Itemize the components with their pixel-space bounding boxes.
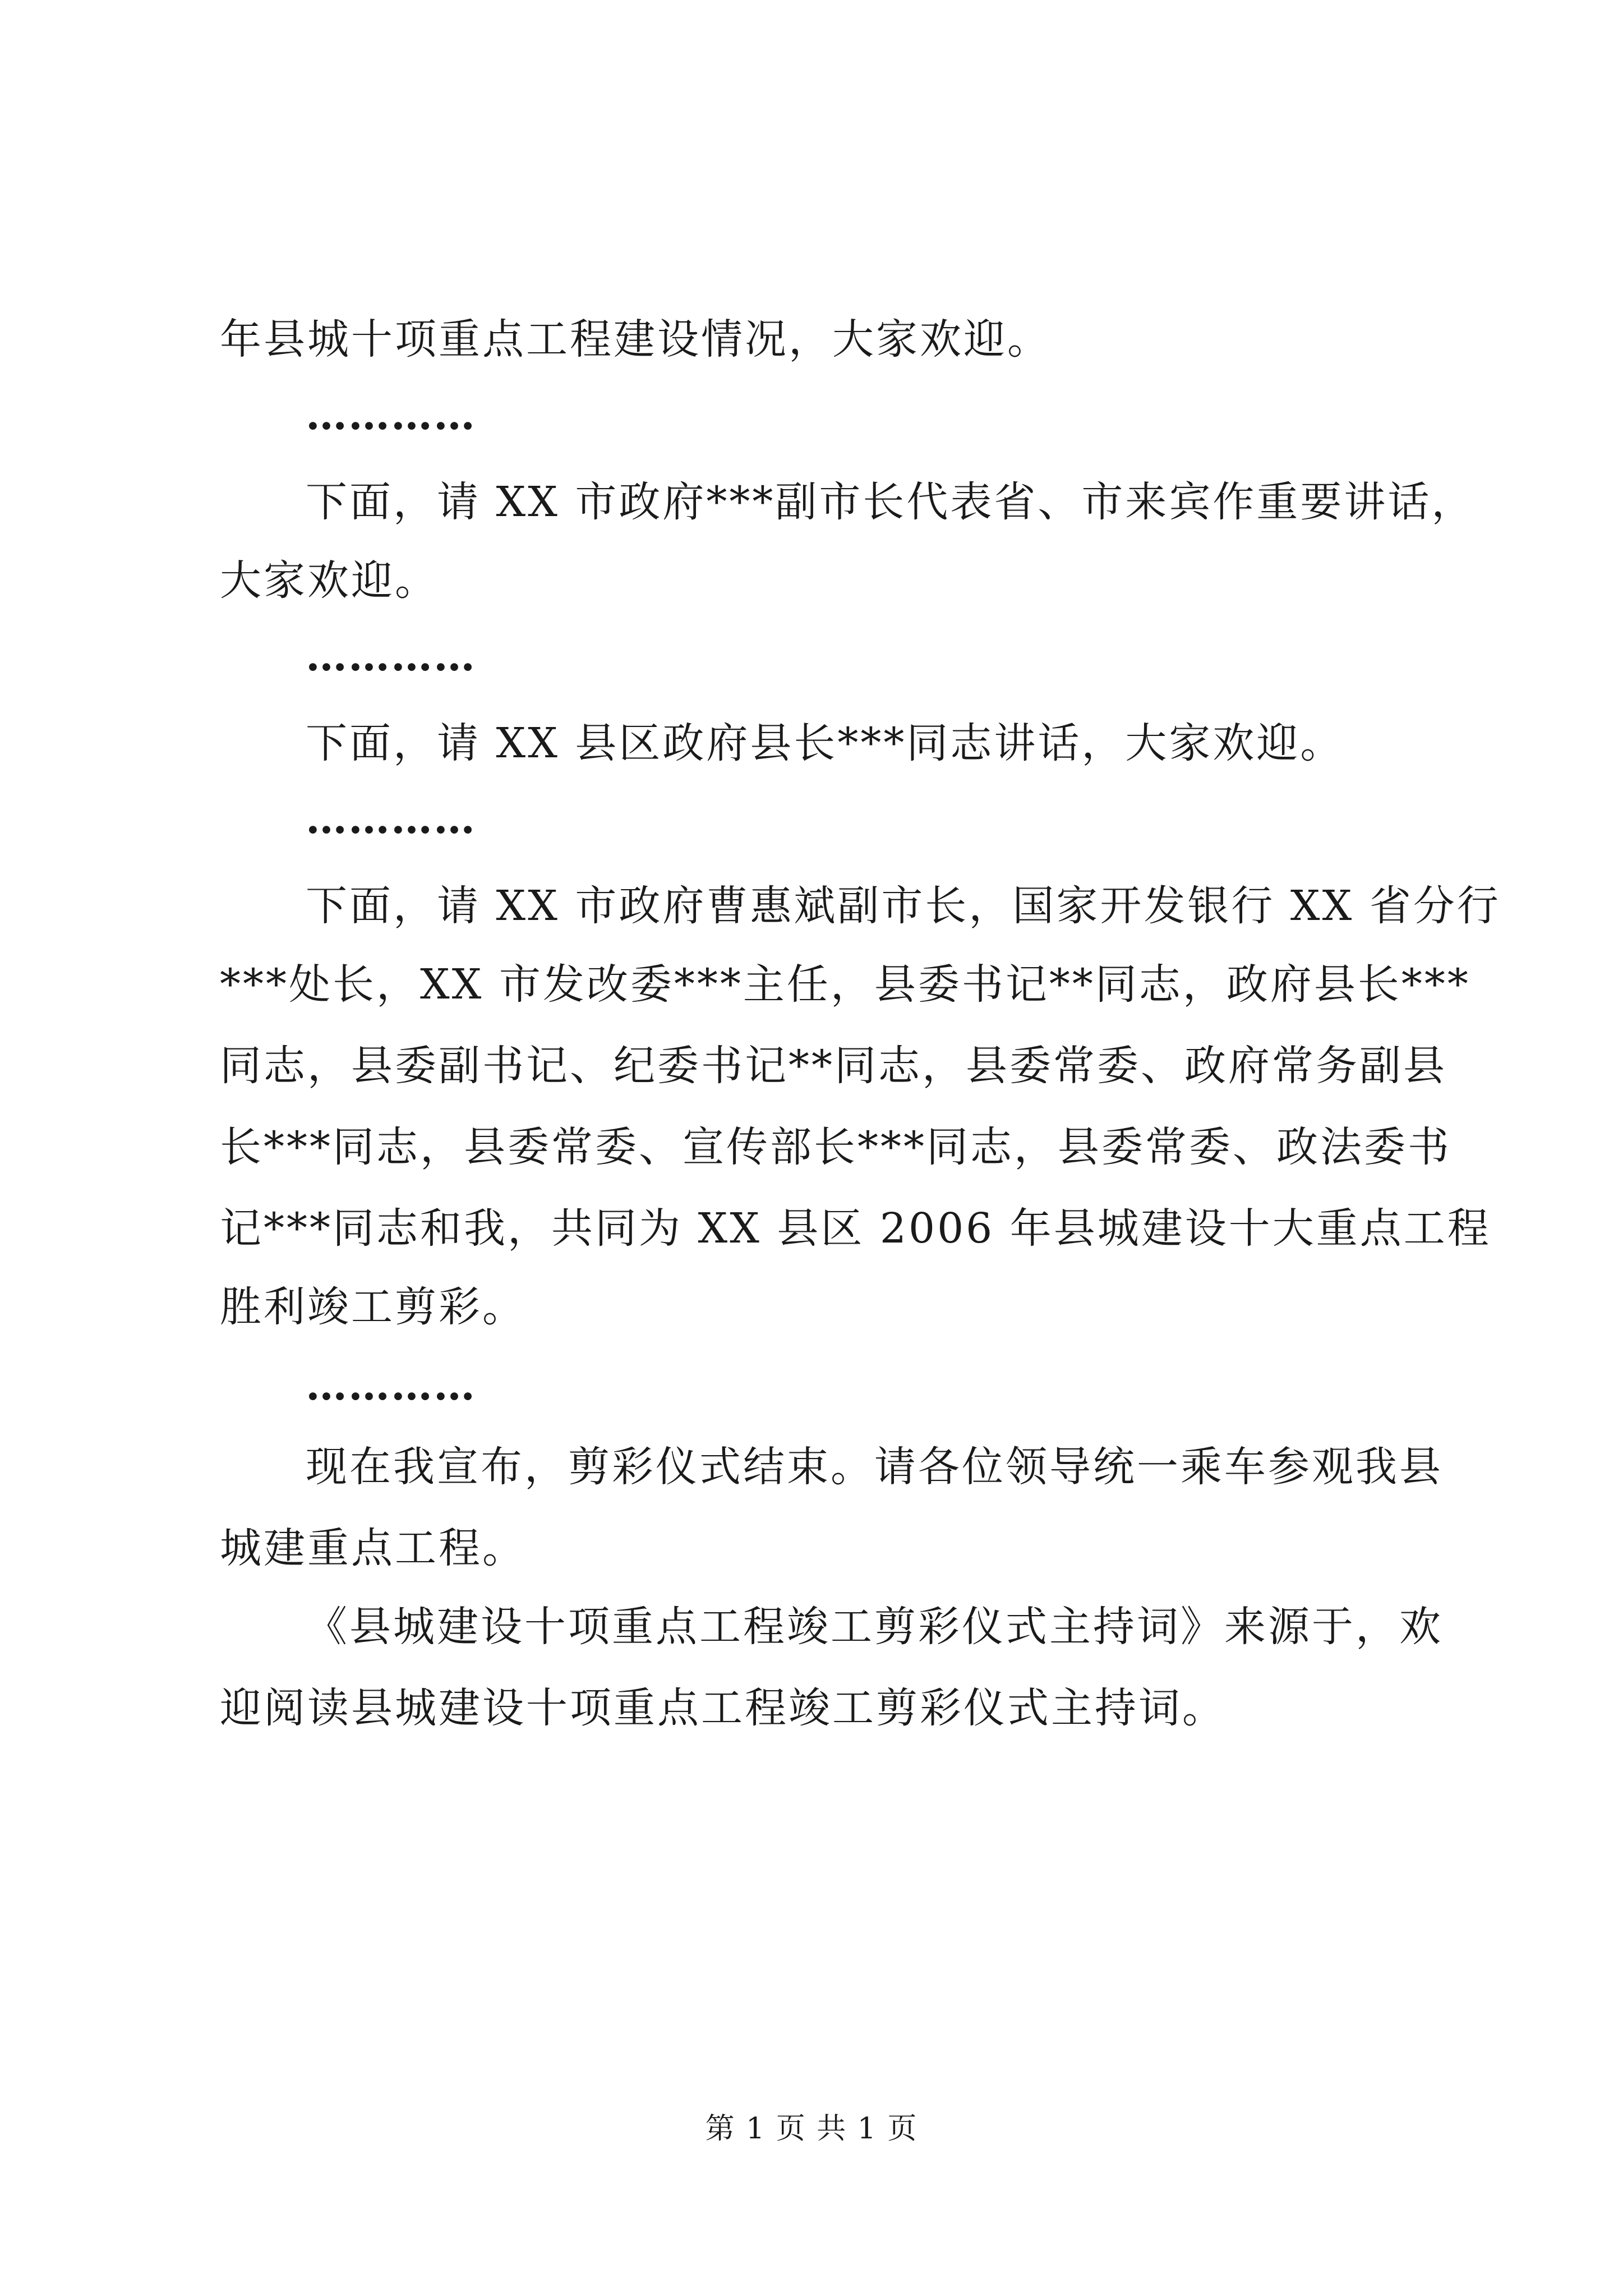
paragraph-line: 下面，请 XX 县区政府县长***同志讲话，大家欢迎。: [306, 719, 1344, 767]
paragraph-line: 记***同志和我，共同为 XX 县区 2006 年县城建设十大重点工程: [220, 1204, 1491, 1253]
paragraph-line: 下面，请 XX 市政府***副市长代表省、市来宾作重要讲话，: [306, 478, 1476, 526]
paragraph-line: 下面，请 XX 市政府曹惠斌副市长，国家开发银行 XX 省分行: [306, 882, 1501, 930]
ellipsis-separator: …………: [306, 795, 476, 843]
ellipsis-separator: …………: [306, 632, 476, 680]
paragraph-line: 同志，县委副书记、纪委书记**同志，县委常委、政府常务副县: [220, 1042, 1447, 1090]
paragraph-line: 年县城十项重点工程建设情况，大家欢迎。: [220, 315, 1051, 364]
paragraph-line: 《县城建设十项重点工程竣工剪彩仪式主持词》来源于，欢: [306, 1603, 1443, 1651]
ellipsis-separator: …………: [306, 1361, 476, 1410]
paragraph-line: 城建重点工程。: [220, 1524, 526, 1572]
paragraph-line: 迎阅读县城建设十项重点工程竣工剪彩仪式主持词。: [220, 1684, 1226, 1732]
paragraph-line: 长***同志，县委常委、宣传部长***同志，县委常委、政法委书: [220, 1123, 1451, 1171]
ellipsis-separator: …………: [306, 391, 476, 439]
paragraph-line: ***处长，XX 市发改委***主任，县委书记**同志，政府县长***: [220, 960, 1470, 1009]
page-footer: 第 1 页 共 1 页: [705, 2112, 918, 2146]
paragraph-line: 胜利竣工剪彩。: [220, 1283, 526, 1331]
paragraph-line: 大家欢迎。: [220, 556, 439, 605]
paragraph-line: 现在我宣布，剪彩仪式结束。请各位领导统一乘车参观我县: [306, 1443, 1443, 1491]
